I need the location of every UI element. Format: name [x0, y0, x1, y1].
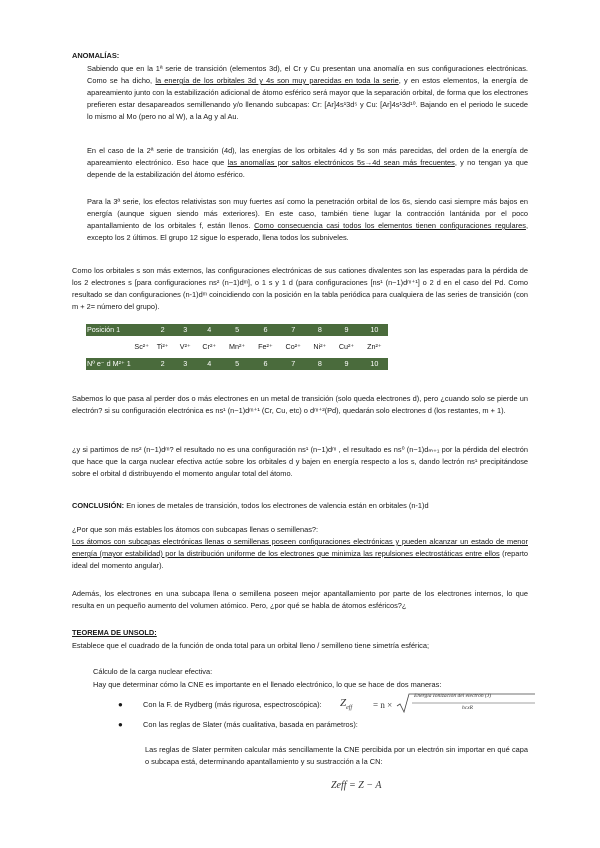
table-cell: 3 — [174, 324, 196, 336]
metal-paragraph: Sabemos lo que pasa al perder dos o más electrones en un metal de transición (solo queda electrones d), pero ¿cuando solo se pierde un electrón? si su configuración electrónica es ns¹ (n−1)dᵐ⁺¹ (Cr, Cu, etc) o dᵐ⁺²(Pd), quedarán solo electrones d (los restantes, m + 1). — [72, 394, 528, 415]
cne-intro: Cálculo de la carga nuclear efectiva: — [93, 667, 213, 676]
conclusion-paragraph: CONCLUSIÓN: En iones de metales de transición, todos los electrones de valencia están en orbitales (n-1)d — [72, 501, 429, 510]
table-cell: Co²⁺ — [279, 336, 307, 358]
formula-numerator: Energía Ionización del electrón (J) — [414, 693, 492, 699]
table-cell: Ti²⁺ — [151, 336, 174, 358]
table-cell: Zn²⁺ — [361, 336, 388, 358]
table-row-ions — [86, 336, 388, 358]
table-cell: Cr²⁺ — [196, 336, 222, 358]
table-cell: 10 — [361, 358, 388, 370]
table-cell: Nº e⁻ d M²⁺ 1 — [86, 358, 151, 370]
table-cell: 9 — [332, 324, 360, 336]
question-title: ¿Por que son más estables los átomos con subcapas llenas o semillenas?: — [72, 525, 319, 534]
anomalias-title: ANOMALÍAS: — [72, 51, 120, 60]
configuration-table — [86, 324, 388, 370]
table-cell: 10 — [361, 324, 388, 336]
bullet-rydberg: Con la F. de Rydberg (más rigurosa, espectroscópica): — [143, 700, 322, 709]
table-cell: 2 — [151, 324, 174, 336]
unsold-text: Establece que el cuadrado de la función de onda total para un orbital lleno / semilleno tiene simetría esférica; — [72, 641, 430, 650]
table-cell: Ni²⁺ — [307, 336, 332, 358]
question-answer: Los átomos con subcapas electrónicas llenas o semillenas poseen configuraciones electrónicas y pueden alcanzar un estado de menor energía (mayor estabilidad) por la distribución uniforme de los electrones que minimiza las repulsiones electrostáticas entre ellos (reparto ideal del momento angular). — [72, 537, 528, 570]
unsold-title: TEOREMA DE UNSOLD: — [72, 628, 157, 637]
table-cell: 4 — [196, 358, 222, 370]
anomalias-paragraph-2: En el caso de la 2ª serie de transición (4d), las energías de los orbitales 4d y 5s son más parecidas, del orden de la energía de apareamiento electrónico. Eso hace que las anomalías por saltos electrónicos 5s→4d sean más frecuentes, y no tengan ya que depende de la estabilización del átomo esférico. — [87, 146, 528, 179]
table-cell: 9 — [332, 358, 360, 370]
table-cell: Sc²⁺ — [86, 336, 151, 358]
bullet-slater: Con las reglas de Slater (más cualitativa, basada en parámetros): — [143, 720, 358, 729]
table-cell: 4 — [196, 324, 222, 336]
cne-methods: Hay que determinar cómo la CNE es importante en el llenado electrónico, lo que se hace de dos maneras: — [93, 680, 442, 689]
formula-zeff: $Z_{eff}$ — [340, 697, 353, 711]
formula-n-times: = n × — [373, 700, 393, 710]
bullet-icon: ● — [118, 700, 123, 709]
table-cell: 5 — [222, 324, 252, 336]
table-cell: 5 — [222, 358, 252, 370]
slater-paragraph: Las reglas de Slater permiten calcular más sencillamente la CNE percibida por un electrón sin importar en qué capa o subcapa está, determinando apantallamiento y su sustracción a la CN: — [145, 745, 528, 766]
table-cell: 8 — [307, 324, 332, 336]
ademas-paragraph: Además, los electrones en una subcapa llena o semillena poseen mejor apantallamiento por parte de los electrones internos, lo que resulta en un pequeño aumento del volumen atómico. Pero, ¿por qué se habla de átomos esféricos?¿ — [72, 589, 528, 610]
table-cell: Posición 1 — [86, 324, 151, 336]
table-cell: 7 — [279, 358, 307, 370]
table-row-electrons — [86, 358, 388, 370]
bullet-icon: ● — [118, 720, 123, 729]
orbitales-s-paragraph: Como los orbitales s son más externos, las configuraciones electrónicas de sus cationes divalentes son las esperadas para la pérdida de los 2 electrones s [para configuraciones ns² (n−1)dᵐ], o 1 s y 1 d (para configuraciones [ns¹ (n−1)dᵐ⁺¹] o 2 d en el caso del Pd. Como resultado se dan configuraciones (n-1)dᵐ coincidiendo con la posición en la tabla periódica para cualquiera de las series de transición (con m + 2= número del grupo). — [72, 266, 528, 311]
table-cell: Cu²⁺ — [332, 336, 360, 358]
table-cell: 7 — [279, 324, 307, 336]
anomalias-paragraph-3: Para la 3ª serie, los efectos relativistas son muy fuertes así como la penetración orbital de los 6s, siendo casi siempre más bajos en energía (aunque siguen siendo más exteriores). En este caso, también tiene lugar la contracción lantánida por el poco apantallamiento de los orbitales f, están llenos. Como consecuencia casi todos los elementos tienen configuraciones regulares, excepto los 2 últimos. El grupo 12 sigue lo esperado, llena todos los subniveles. — [87, 197, 528, 242]
table-row-position — [86, 324, 388, 336]
slater-formula: Zeff = Z − A — [331, 780, 382, 791]
anomalias-paragraph-1: Sabiendo que en la 1ª serie de transición (elementos 3d), el Cr y Cu presentan una anomalía en sus configuraciones electrónicas. Como se ha dicho, la energía de los orbitales 3d y 4s son muy parecidas en toda la serie, y en estos elementos, la energía de apareamiento junto con la estabilización adicional de átomo esférico será mayor que la separación orbital, de forma que los electrones prefieren estar desapareados semillenando y/o llenando subcapas: Cr: [Ar]4s¹3d⁵ y Cu: [Ar]4s¹3d¹⁰. Bajando en el periodo le sucede lo mismo al Mo (pero no al W), a la Ag y al Au. — [87, 64, 528, 121]
table-cell: 2 — [151, 358, 174, 370]
ns2-paragraph: ¿y si partimos de ns² (n−1)dᵐ? el resultado no es una configuración ns¹ (n−1)dᵐ , el resultado es ns⁰ (n−1)dₘ₊₁ por la pérdida del electrón que hace que la carga nuclear efectiva actúe sobre los orbitales d y bajen en energía respecto a los s, dando lectrón ns¹ precipitándose sobre el orbital d distribuyendo el momento angular total del átomo. — [72, 445, 528, 478]
table-cell: 8 — [307, 358, 332, 370]
table-cell: V²⁺ — [174, 336, 196, 358]
table-cell: Fe²⁺ — [252, 336, 279, 358]
table-cell: 6 — [252, 358, 279, 370]
table-cell: 6 — [252, 324, 279, 336]
table-cell: 3 — [174, 358, 196, 370]
table-cell: Mn²⁺ — [222, 336, 252, 358]
formula-denominator: hcxR — [462, 705, 473, 711]
